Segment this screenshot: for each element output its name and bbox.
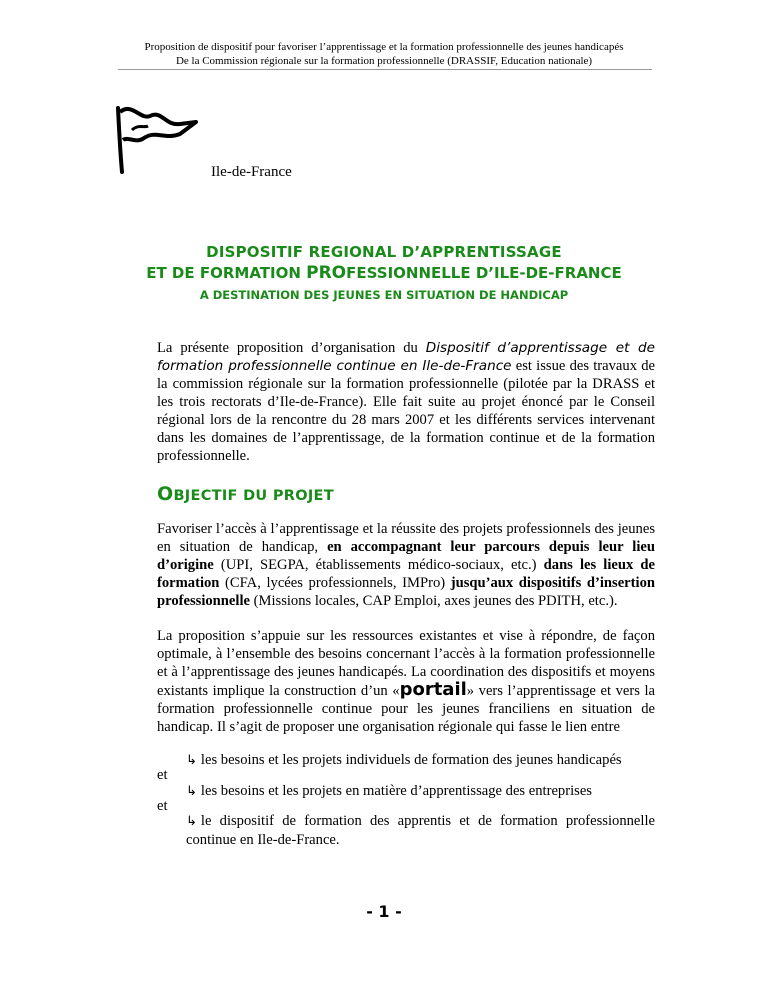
section-rest: BJECTIF DU PROJET <box>173 488 334 504</box>
intro-italic: Dispositif d’apprentissage et de formation professionnelle continue en Ile-de-France <box>157 340 655 374</box>
objective-t3: (CFA, lycées professionnels, IMPro) <box>219 575 451 591</box>
bullet-item-1 <box>186 751 655 770</box>
title-line-2a: ET DE FORMATION <box>146 264 307 282</box>
page-header <box>0 40 768 68</box>
bullet-text-3: le dispositif de formation des apprentis et de formation professionnelle continue en Ile-de-France. <box>186 813 655 848</box>
arrow-icon: ↳ <box>186 814 197 829</box>
title-line-2c: FESSIONNELLE D’ILE-DE-FRANCE <box>346 264 622 282</box>
objective-t4: (Missions locales, CAP Emploi, axes jeunes des PDITH, etc.). <box>249 593 618 609</box>
bullet-text-1: les besoins et les projets individuels de formation des jeunes handicapés <box>200 752 622 768</box>
arrow-icon: ↳ <box>186 753 197 768</box>
conjunction-1: et <box>157 767 168 783</box>
objective-b3: jusqu’aux dispositifs d’insertion professionnelle <box>157 575 655 609</box>
intro-paragraph <box>157 339 655 465</box>
intro-pre: La présente proposition d’organisation du <box>157 340 426 356</box>
page-number: - 1 - <box>366 902 402 921</box>
flag-logo-icon <box>110 100 205 180</box>
title-line-2b: PRO <box>306 263 347 283</box>
objective-t2: (UPI, SEGPA, établissements médico-sociaux, etc.) <box>213 557 544 573</box>
title-line-3: A DESTINATION DES JEUNES EN SITUATION DE HANDICAP <box>199 288 569 302</box>
arrow-icon: ↳ <box>186 784 197 799</box>
section-heading <box>157 483 334 505</box>
intro-post: est issue des travaux de la commission régionale sur la formation professionnelle (pilotée par la DRASS et les trois rectorats d’Ile-de-France). Elle fait suite au projet énoncé par le Conseil régional lors de la rencontre du 28 mars 2007 et les différents services intervenant dans les domaines de l’apprentissage, de la formation continue et de la formation professionnelle. <box>157 358 655 464</box>
header-line-2: De la Commission régionale sur la formation professionnelle (DRASSIF, Education nationale) <box>175 55 593 67</box>
logo-caption: Ile-de-France <box>211 164 292 180</box>
objective-b2: dans les lieux de formation <box>157 557 655 591</box>
proposal-paragraph <box>157 627 655 736</box>
section-cap: O <box>157 483 174 505</box>
bullet-item-2 <box>186 782 655 801</box>
proposal-portail: portail <box>399 679 467 700</box>
objective-paragraph <box>157 520 655 610</box>
header-divider <box>118 69 652 70</box>
proposal-pre: La proposition s’appuie sur les ressources existantes et vise à répondre, de façon optimale, à l’ensemble des besoins concernant l’accès à la formation professionnelle et à l’apprentissage des jeunes handicapés. La coordination des dispositifs et moyens existants implique la construction d’un « <box>157 628 655 699</box>
proposal-post: » vers l’apprentissage et vers la formation professionnelle continue pour les jeunes franciliens en situation de handicap. Il s’agit de proposer une organisation régionale qui fasse le lien entre <box>157 683 655 735</box>
bullet-item-3 <box>186 812 655 849</box>
bullet-text-2: les besoins et les projets en matière d’apprentissage des entreprises <box>200 783 592 799</box>
title-line-1: DISPOSITIF REGIONAL D’APPRENTISSAGE <box>206 243 562 261</box>
objective-b1: en accompagnant leur parcours depuis leur lieu d’origine <box>157 539 656 573</box>
header-line-1: Proposition de dispositif pour favoriser l’apprentissage et la formation professionnelle des jeunes handicapés <box>144 41 624 53</box>
objective-t1: Favoriser l’accès à l’apprentissage et la réussite des projets professionnels des jeunes en situation de handicap, <box>157 521 655 555</box>
conjunction-2: et <box>157 798 168 814</box>
title-line-2 <box>0 263 768 283</box>
